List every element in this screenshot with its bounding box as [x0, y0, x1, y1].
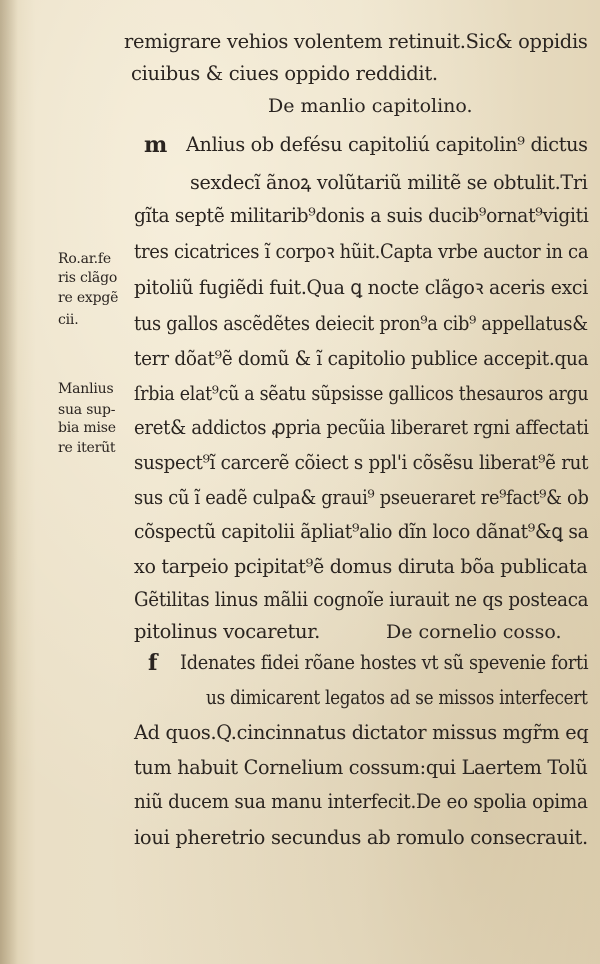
heading-manlius: De manlio capitolino.	[268, 95, 473, 117]
body-line: tum habuit Cornelium cossum:qui Laertem Tolũ	[134, 756, 588, 779]
body-line: eret& addictos ꝓpria pecũia liberaret rgni affectati	[134, 416, 589, 439]
body-line: Ad quos.Q.cincinnatus dictator missus mgr̃m eq	[134, 721, 589, 744]
body-line: gĩta septẽ militarib⁹donis a suis ducib⁹ornat⁹vigiti	[134, 204, 589, 227]
body-line: ioui pheretrio secundus ab romulo consecrauit.	[134, 826, 588, 849]
body-line: sus cũ ĩ eadẽ culpa& graui⁹ pseueraret re⁹fact⁹& ob	[134, 486, 589, 509]
margin-note: bia mise	[58, 420, 116, 436]
body-line: ciuibus & ciues oppido reddidit.	[131, 62, 438, 85]
body-line: remigrare vehios volentem retinuit.Sic& oppidis	[124, 30, 588, 53]
margin-note: re expgẽ	[58, 290, 119, 306]
body-line: us dimicarent legatos ad se missos interfecert	[206, 686, 588, 709]
body-line: pitoliũ fugiẽdi fuit.Qua ꝗ nocte clãgoꝛ aceris exci	[134, 276, 588, 299]
body-line: pitolinus vocaretur.	[134, 620, 321, 643]
initial-f: f	[148, 650, 158, 676]
body-line: cõspectũ capitolii ãpliat⁹alio dĩn loco dãnat⁹&ꝗ sa	[134, 520, 589, 543]
body-line: sexdecĩ ãnoꝝ volũtariũ militẽ se obtulit.Tri	[190, 171, 588, 194]
margin-note: cii.	[58, 312, 79, 328]
body-line: niũ ducem sua manu interfecit.De eo spolia opima	[134, 790, 588, 813]
initial-m: m	[144, 132, 168, 158]
margin-note: Manlius	[58, 381, 114, 397]
margin-note: re iterũt	[58, 440, 116, 456]
body-line: tus gallos ascẽdẽtes deiecit pron⁹a cib⁹ appellatus&	[134, 312, 588, 335]
margin-note: Ro.ar.fe	[58, 251, 111, 267]
margin-note: sua sup-	[58, 402, 116, 418]
body-line: tres cicatrices ĩ corpoꝛ hũit.Capta vrbe auctor in ca	[134, 240, 589, 263]
body-line: Idenates fidei rõane hostes vt sũ spevenie forti	[180, 651, 589, 674]
heading-cornelius: De cornelio cosso.	[386, 621, 562, 643]
body-line: ſrbia elat⁹cũ a sẽatu sũpsisse gallicos thesauros argu	[134, 382, 589, 405]
body-line: Gẽtilitas linus mãlii cognoĩe iurauit ne qs posteaca	[134, 588, 589, 611]
body-line: terr dõat⁹ẽ domũ & ĩ capitolio publice accepit.qua	[134, 347, 589, 370]
body-line: Anlius ob defésu capitoliú capitolin⁹ dictus	[186, 133, 588, 156]
body-line: xo tarpeio pcipitat⁹ẽ domus diruta bõa publicata	[134, 555, 588, 578]
margin-note: ris clãgo	[58, 270, 118, 286]
body-line: suspect⁹ĩ carcerẽ cõiect s ppl'i cõsẽsu liberat⁹ẽ rut	[134, 451, 589, 474]
